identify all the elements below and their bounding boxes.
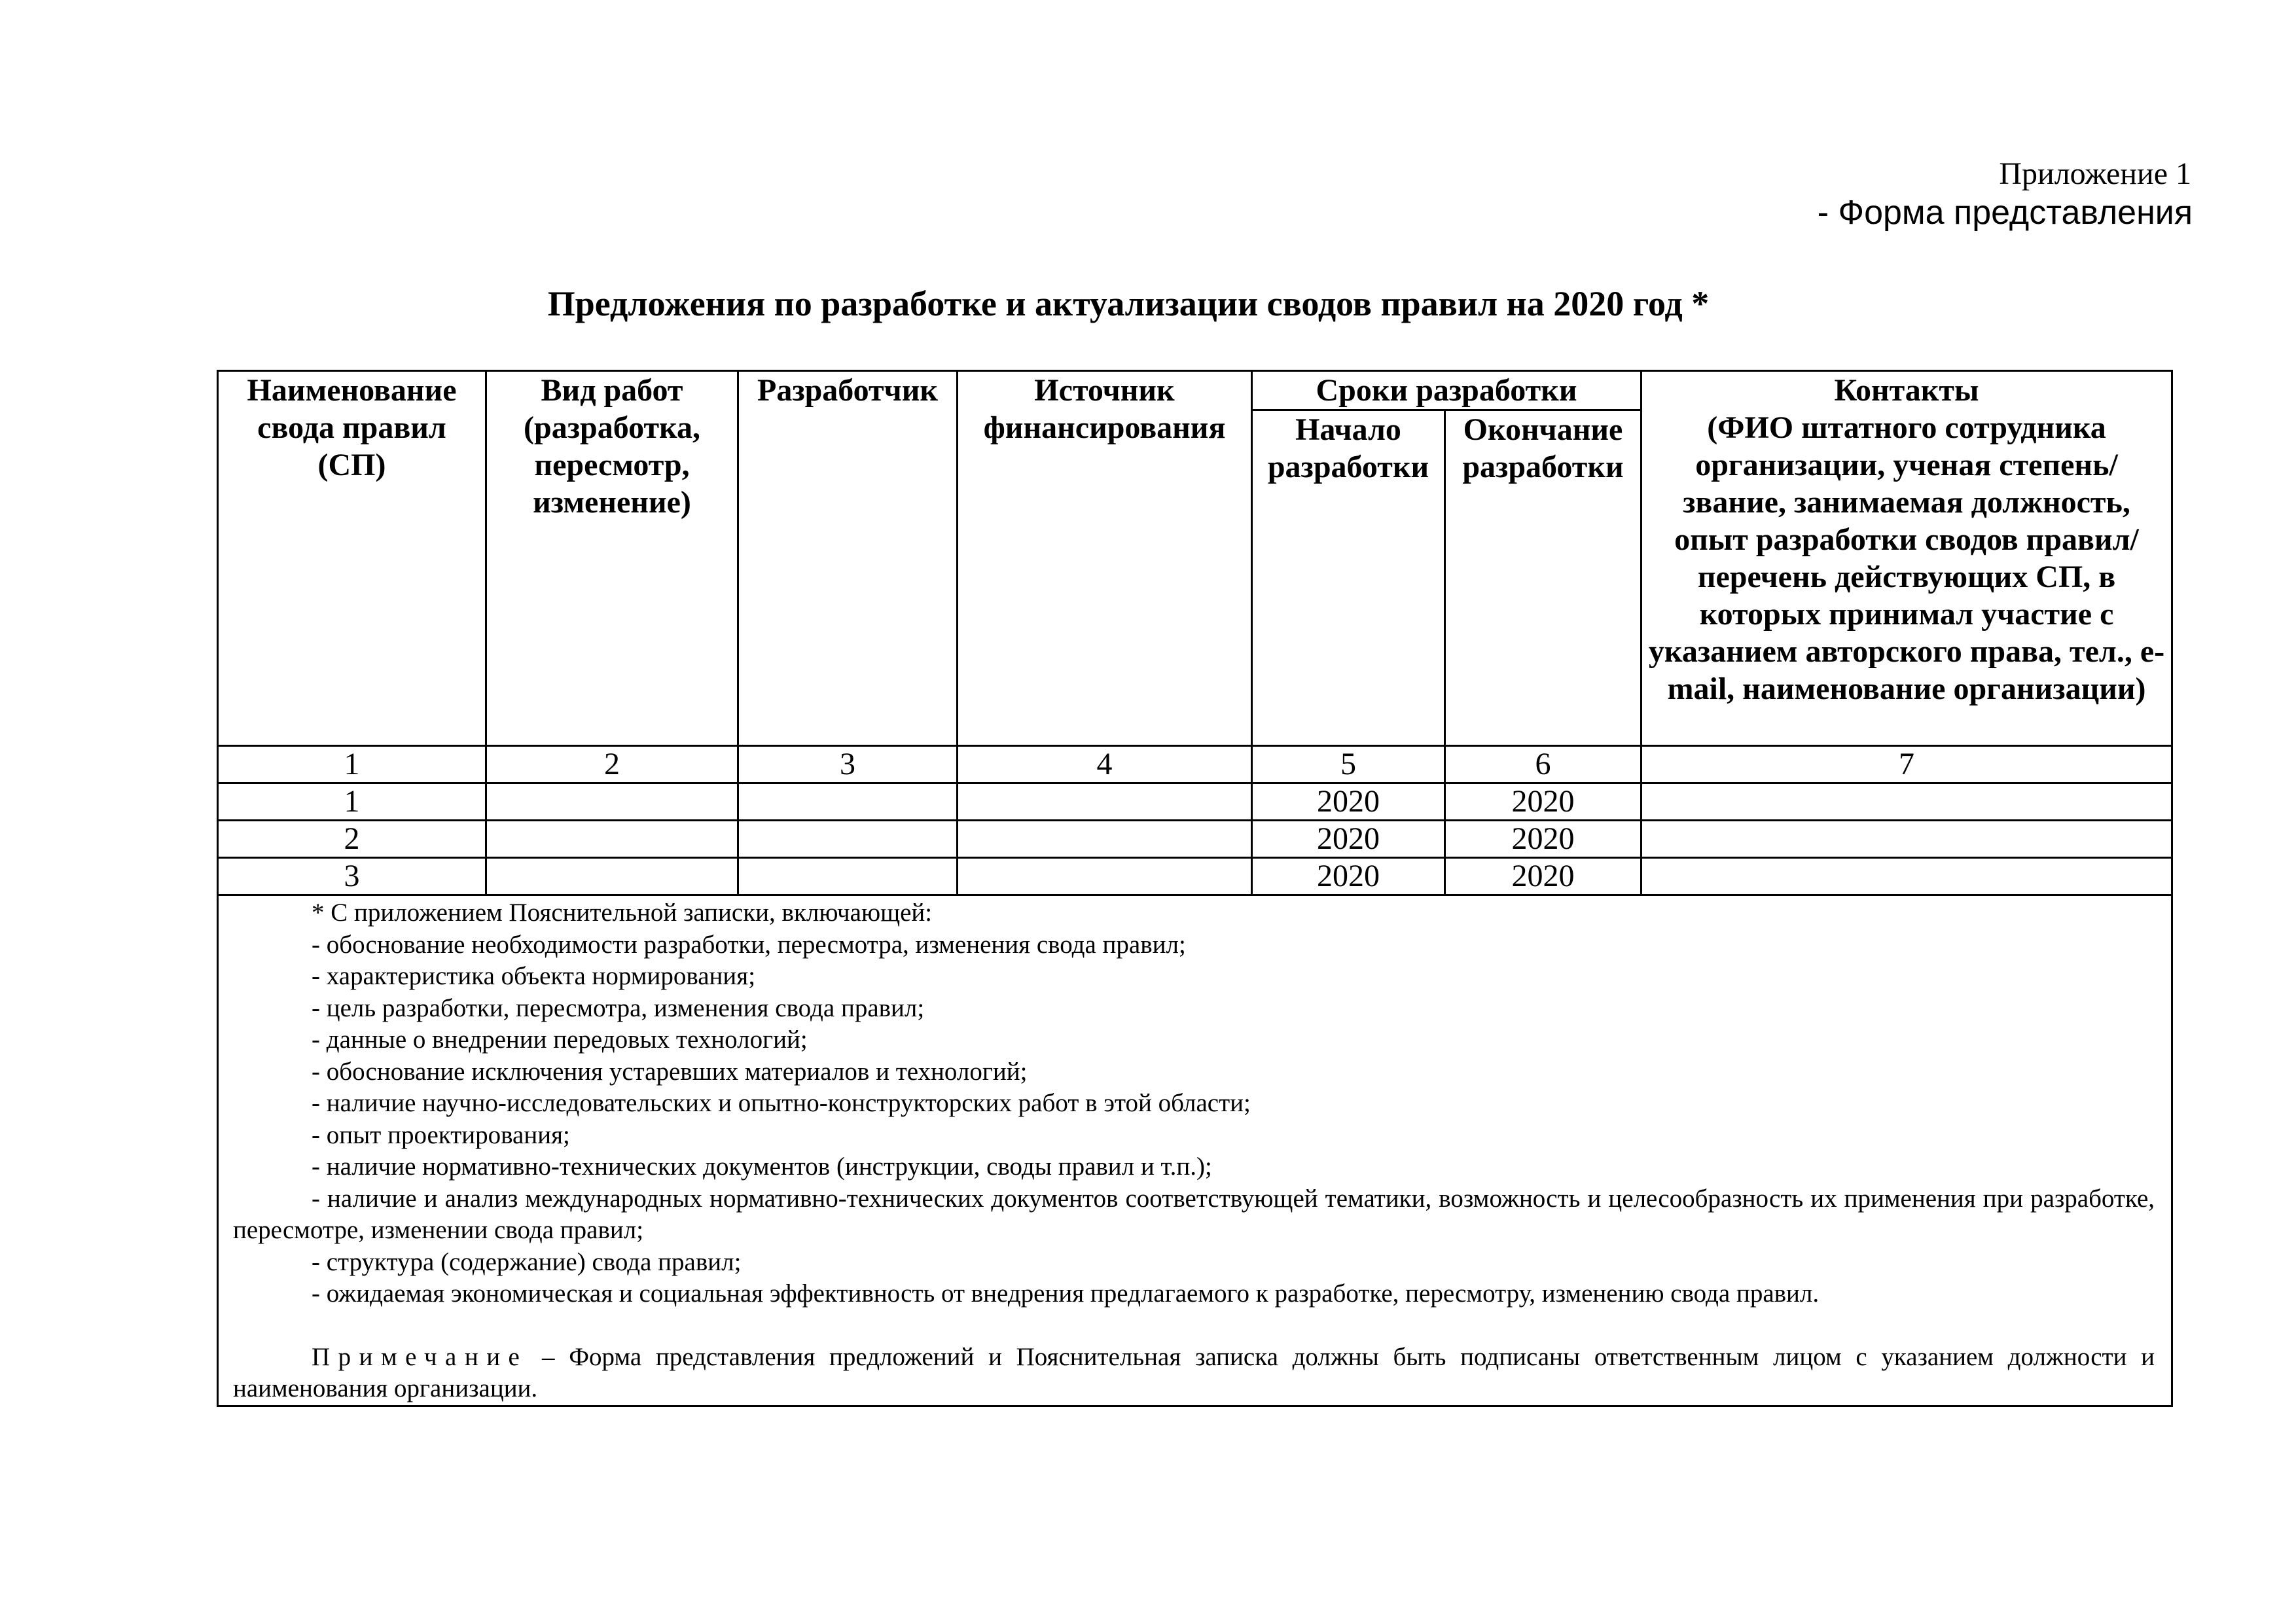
- cell-funding: [958, 821, 1252, 858]
- cell-end: 2020: [1445, 821, 1641, 858]
- column-number: 1: [218, 746, 486, 783]
- cell-contacts: [1641, 783, 2172, 821]
- notes-cell: [218, 895, 2172, 1406]
- column-number: 7: [1641, 746, 2172, 783]
- page-title: [0, 283, 2296, 325]
- notes-row: [218, 895, 2172, 1406]
- notes-item: - наличие нормативно-технических документов (инструкции, своды правил и т.п.);: [312, 1152, 1212, 1181]
- table-row: [218, 783, 2172, 821]
- cell-start: 2020: [1252, 783, 1445, 821]
- header-contacts: [1641, 371, 2172, 746]
- notes-remark: [233, 1342, 2155, 1405]
- cell-work-type: [486, 858, 738, 895]
- cell-contacts: [1641, 858, 2172, 895]
- column-number: 3: [738, 746, 958, 783]
- cell-contacts: [1641, 821, 2172, 858]
- cell-developer: [738, 821, 958, 858]
- cell-work-type: [486, 821, 738, 858]
- cell-end: 2020: [1445, 783, 1641, 821]
- table-row: [218, 858, 2172, 895]
- cell-funding: [958, 858, 1252, 895]
- cell-funding: [958, 783, 1252, 821]
- remark-text: – Форма представления предложений и Пояснительная записка должны быть подписаны ответственным лицом с указанием должности и наименования организации.: [233, 1342, 2155, 1402]
- cell-start: 2020: [1252, 858, 1445, 895]
- table-row: [218, 821, 2172, 858]
- column-number: 2: [486, 746, 738, 783]
- column-numbers-row: [218, 746, 2172, 783]
- notes-item: - опыт проектирования;: [312, 1120, 570, 1149]
- column-number: 6: [1445, 746, 1641, 783]
- header-terms: Сроки разработки: [1252, 371, 1641, 410]
- cell-developer: [738, 783, 958, 821]
- header-contacts-title: Контакты: [1834, 373, 1979, 408]
- notes-item: - обоснование исключения устаревших материалов и технологий;: [312, 1057, 1028, 1086]
- row-number: 3: [218, 858, 486, 895]
- header-name: Наименование свода правил (СП): [218, 371, 486, 746]
- row-number: 1: [218, 783, 486, 821]
- notes-item: - наличие научно-исследовательских и опытно-конструкторских работ в этой области;: [312, 1089, 1251, 1117]
- form-label: - Форма представления: [1817, 194, 2193, 232]
- cell-work-type: [486, 783, 738, 821]
- notes-item: - структура (содержание) свода правил;: [312, 1247, 742, 1276]
- header-end: Окончание разработки: [1445, 410, 1641, 746]
- header-contacts-detail: (ФИО штатного сотрудника организации, ученая степень/звание, занимаемая должность, опыт разработки сводов правил/перечень действующих СП, в которых принимал участие с указанием авторского права, тел., e-mail, наименование организации): [1648, 410, 2165, 706]
- header-funding: Источник финансирования: [958, 371, 1252, 746]
- header-developer: Разработчик: [738, 371, 958, 746]
- proposals-table: [217, 370, 2173, 1407]
- cell-start: 2020: [1252, 821, 1445, 858]
- column-number: 4: [958, 746, 1252, 783]
- notes-item: - данные о внедрении передовых технологий;: [312, 1026, 808, 1054]
- header-row: [218, 371, 2172, 410]
- notes-item: - обоснование необходимости разработки, пересмотра, изменения свода правил;: [312, 930, 1186, 959]
- notes-spacer: [233, 1310, 2155, 1342]
- notes-item: - цель разработки, пересмотра, изменения свода правил;: [312, 993, 925, 1022]
- header-start: Начало разработки: [1252, 410, 1445, 746]
- cell-developer: [738, 858, 958, 895]
- notes-item: - ожидаемая экономическая и социальная эффективность от внедрения предлагаемого к разработке, пересмотру, изменению свода правил.: [312, 1279, 1820, 1308]
- notes-item: - наличие и анализ международных нормативно-технических документов соответствующей тематики, возможность и целесообразность их применения при разработке, пересмотре, изменении свода правил;: [233, 1184, 2155, 1244]
- notes-intro: * С приложением Пояснительной записки, включающей:: [312, 899, 933, 927]
- header-work-type: Вид работ (разработка, пересмотр, изменение): [486, 371, 738, 746]
- row-number: 2: [218, 821, 486, 858]
- notes-item: - характеристика объекта нормирования;: [312, 962, 756, 990]
- cell-end: 2020: [1445, 858, 1641, 895]
- page-title-text: Предложения по разработке и актуализации сводов правил на 2020 год *: [547, 284, 1710, 323]
- remark-label: Примечание: [312, 1342, 528, 1371]
- appendix-label: Приложение 1: [1999, 156, 2191, 191]
- column-number: 5: [1252, 746, 1445, 783]
